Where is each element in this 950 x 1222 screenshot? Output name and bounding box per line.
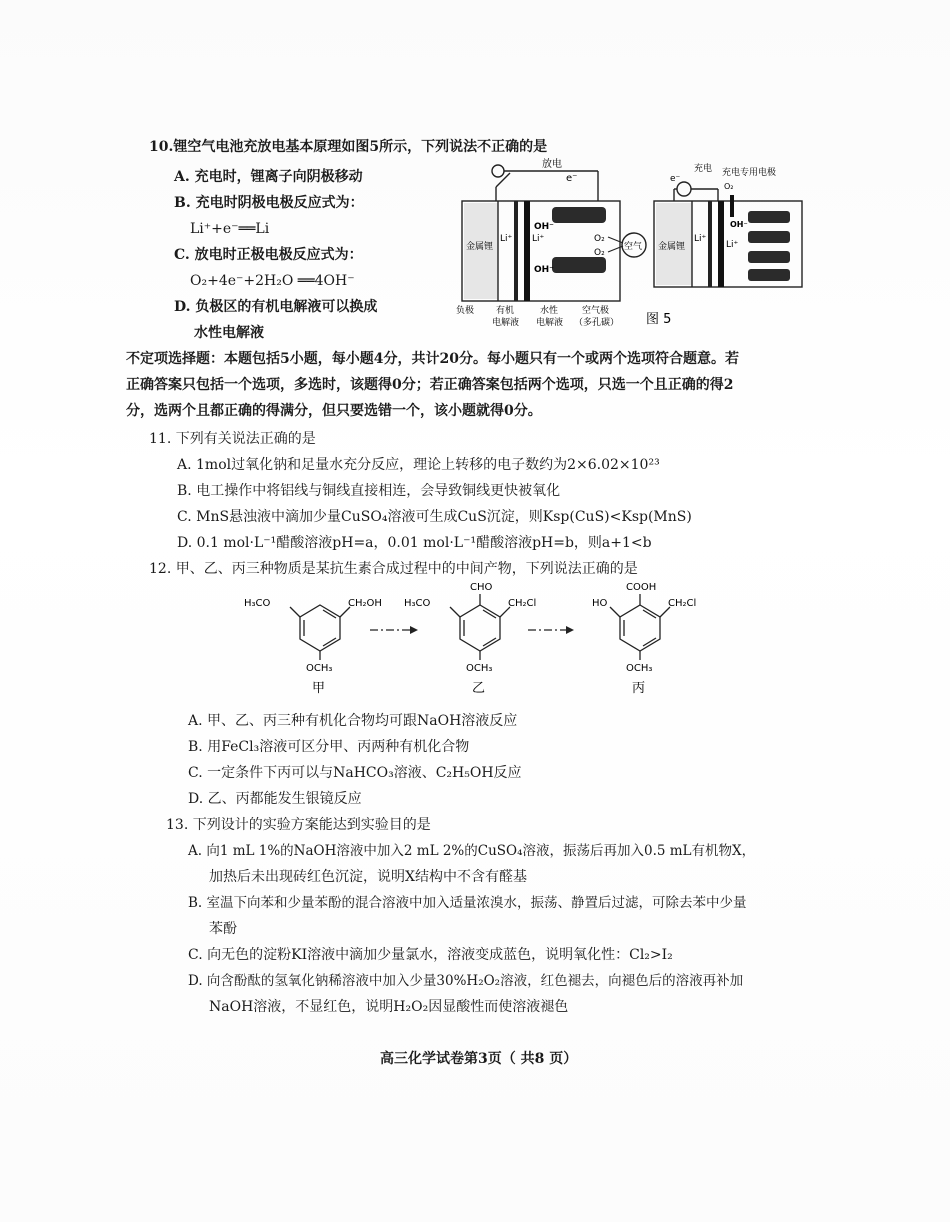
instructions-line-2: 正确答案只包括一个选项，多选时，该题得0分；若正确答案包括两个选项，只选一个且正确的得2 (126, 377, 734, 393)
arrow-1 (370, 626, 418, 634)
figure-5-battery-diagram (448, 155, 808, 330)
q10-option-d-cont: 水性电解液 (194, 325, 264, 341)
yi-och3: OCH₃ (466, 663, 493, 674)
q12-option-a: A. 甲、乙、丙三种有机化合物均可跟NaOH溶液反应 (188, 713, 518, 729)
electron-label-2: e⁻ (670, 174, 681, 184)
org-label-1: 有机 (496, 306, 515, 316)
q10-option-a: A. 充电时，锂离子向阴极移动 (174, 169, 363, 185)
air-electrode-label-2: （多孔碳） (574, 318, 620, 328)
q10-option-c-equation: O₂+4e⁻+2H₂O ══4OH⁻ (190, 273, 355, 289)
aq-label-1: 水性 (540, 306, 559, 316)
charge-cell (654, 162, 802, 287)
q13-stem: 13. 下列设计的实验方案能达到实验目的是 (166, 817, 431, 833)
q11-option-b: B. 电工操作中将铝线与铜线直接相连，会导致铜线更快被氧化 (177, 483, 561, 499)
instructions-line-1: 不定项选择题：本题包括5小题，每小题4分，共计20分。每小题只有一个或两个选项符合题意。若 (126, 351, 739, 367)
jia-ch2oh: CH₂OH (348, 598, 382, 609)
q13-option-a-line-1: A. 向1 mL 1%的NaOH溶液中加入2 mL 2%的CuSO₄溶液，振荡后再加入0.5 mL有机物X， (188, 843, 756, 859)
q10-option-c: C. 放电时正极电极反应式为： (174, 247, 363, 263)
yi-h3co: H₃CO (404, 598, 431, 609)
discharge-label: 放电 (542, 159, 562, 170)
o2-label-1: O₂ (594, 234, 605, 244)
metal-li-label-2: 金属锂 (658, 242, 686, 252)
org-label-2: 电解液 (492, 318, 520, 328)
q10-option-b-equation: Li⁺+e⁻══Li (190, 221, 270, 237)
q13-option-b-line-2: 苯酚 (209, 921, 237, 937)
label-bing: 丙 (632, 681, 646, 696)
charge-label: 充电 (694, 164, 713, 174)
q13-option-c: C. 向无色的淀粉KI溶液中滴加少量氯水，溶液变成蓝色，说明氧化性：Cl₂>I₂ (188, 947, 673, 963)
q11-option-a: A. 1mol过氧化钠和足量水充分反应，理论上转移的电子数约为2×6.02×10²³ (177, 457, 660, 473)
power-source-icon (677, 182, 691, 196)
q12-option-b: B. 用FeCl₃溶液可区分甲、丙两种有机化合物 (188, 739, 470, 755)
neg-label: 负极 (456, 306, 475, 316)
label-yi: 乙 (472, 681, 486, 696)
li-ion-label-1: Li⁺ (500, 234, 513, 244)
q11-stem: 11. 下列有关说法正确的是 (149, 431, 316, 447)
oh-label-1: OH⁻ (534, 222, 554, 232)
q10-option-b: B. 充电时阴极电极反应式为： (174, 195, 364, 211)
q12-structures (240, 572, 720, 696)
bulb-icon (492, 165, 504, 177)
compound-yi (450, 594, 510, 660)
o2-label-3: O₂ (724, 182, 734, 191)
q10-stem: 10.锂空气电池充放电基本原理如图5所示，下列说法不正确的是 (149, 139, 548, 155)
discharge-cell (456, 157, 671, 328)
oh-label-2: OH⁻ (534, 265, 554, 275)
label-jia: 甲 (312, 681, 326, 696)
jia-h3co: H₃CO (244, 598, 271, 609)
jia-och3: OCH₃ (306, 663, 333, 674)
q13-option-d-line-2: NaOH溶液，不显红色，说明H₂O₂因显酸性而使溶液褪色 (209, 999, 569, 1015)
q12-stem: 12. 甲、乙、丙三种物质是某抗生素合成过程中的中间产物，下列说法正确的是 (149, 561, 638, 577)
bing-ho: HO (592, 598, 608, 609)
q12-option-c: C. 一定条件下丙可以与NaHCO₃溶液、C₂H₅OH反应 (188, 765, 522, 781)
o2-label-2: O₂ (594, 248, 605, 258)
instructions-line-3: 分，选两个且都正确的得满分，但只要选错一个，该小题就得0分。 (126, 403, 542, 419)
q10-option-d: D. 负极区的有机电解液可以换成 (174, 299, 378, 315)
bing-cooh: COOH (626, 582, 657, 593)
aq-label-2: 电解液 (536, 318, 564, 328)
bing-ch2cl: CH₂Cl (668, 598, 697, 609)
figure-caption: 图 5 (646, 312, 672, 327)
arrow-2 (528, 626, 574, 634)
page-footer: 高三化学试卷第3页（ 共8 页） (380, 1051, 578, 1067)
q13-option-d-line-1: D. 向含酚酞的氢氧化钠稀溶液中加入少量30%H₂O₂溶液，红色褪去，向褪色后的溶液再补加 (188, 973, 744, 989)
charge-electrode-label: 充电专用电极 (722, 168, 777, 178)
q13-option-a-line-2: 加热后未出现砖红色沉淀，说明X结构中不含有醛基 (209, 869, 527, 885)
oh-label-3: OH⁻ (730, 220, 748, 229)
q11-option-d: D. 0.1 mol·L⁻¹醋酸溶液pH=a，0.01 mol·L⁻¹醋酸溶液pH=b，则a+1<b (177, 535, 652, 551)
air-label: 空气 (624, 242, 643, 252)
q13-option-b-line-1: B. 室温下向苯和少量苯酚的混合溶液中加入适量浓溴水，振荡、静置后过滤，可除去苯中少量 (188, 895, 747, 911)
air-electrode-label-1: 空气极 (582, 306, 610, 316)
bing-och3: OCH₃ (626, 663, 653, 674)
li-ion-label-2: Li⁺ (532, 234, 545, 244)
yi-cho: CHO (470, 582, 493, 593)
compound-bing (610, 594, 670, 660)
li-ion-label-4: Li⁺ (726, 240, 739, 250)
compound-jia (290, 605, 350, 660)
yi-ch2cl: CH₂Cl (508, 598, 537, 609)
metal-li-label: 金属锂 (466, 242, 494, 252)
q12-option-d: D. 乙、丙都能发生银镜反应 (188, 791, 362, 807)
electron-label: e⁻ (566, 173, 578, 184)
li-ion-label-3: Li⁺ (694, 234, 707, 244)
q11-option-c: C. MnS悬浊液中滴加少量CuSO₄溶液可生成CuS沉淀，则Ksp(CuS)<Ksp(MnS) (177, 509, 692, 525)
